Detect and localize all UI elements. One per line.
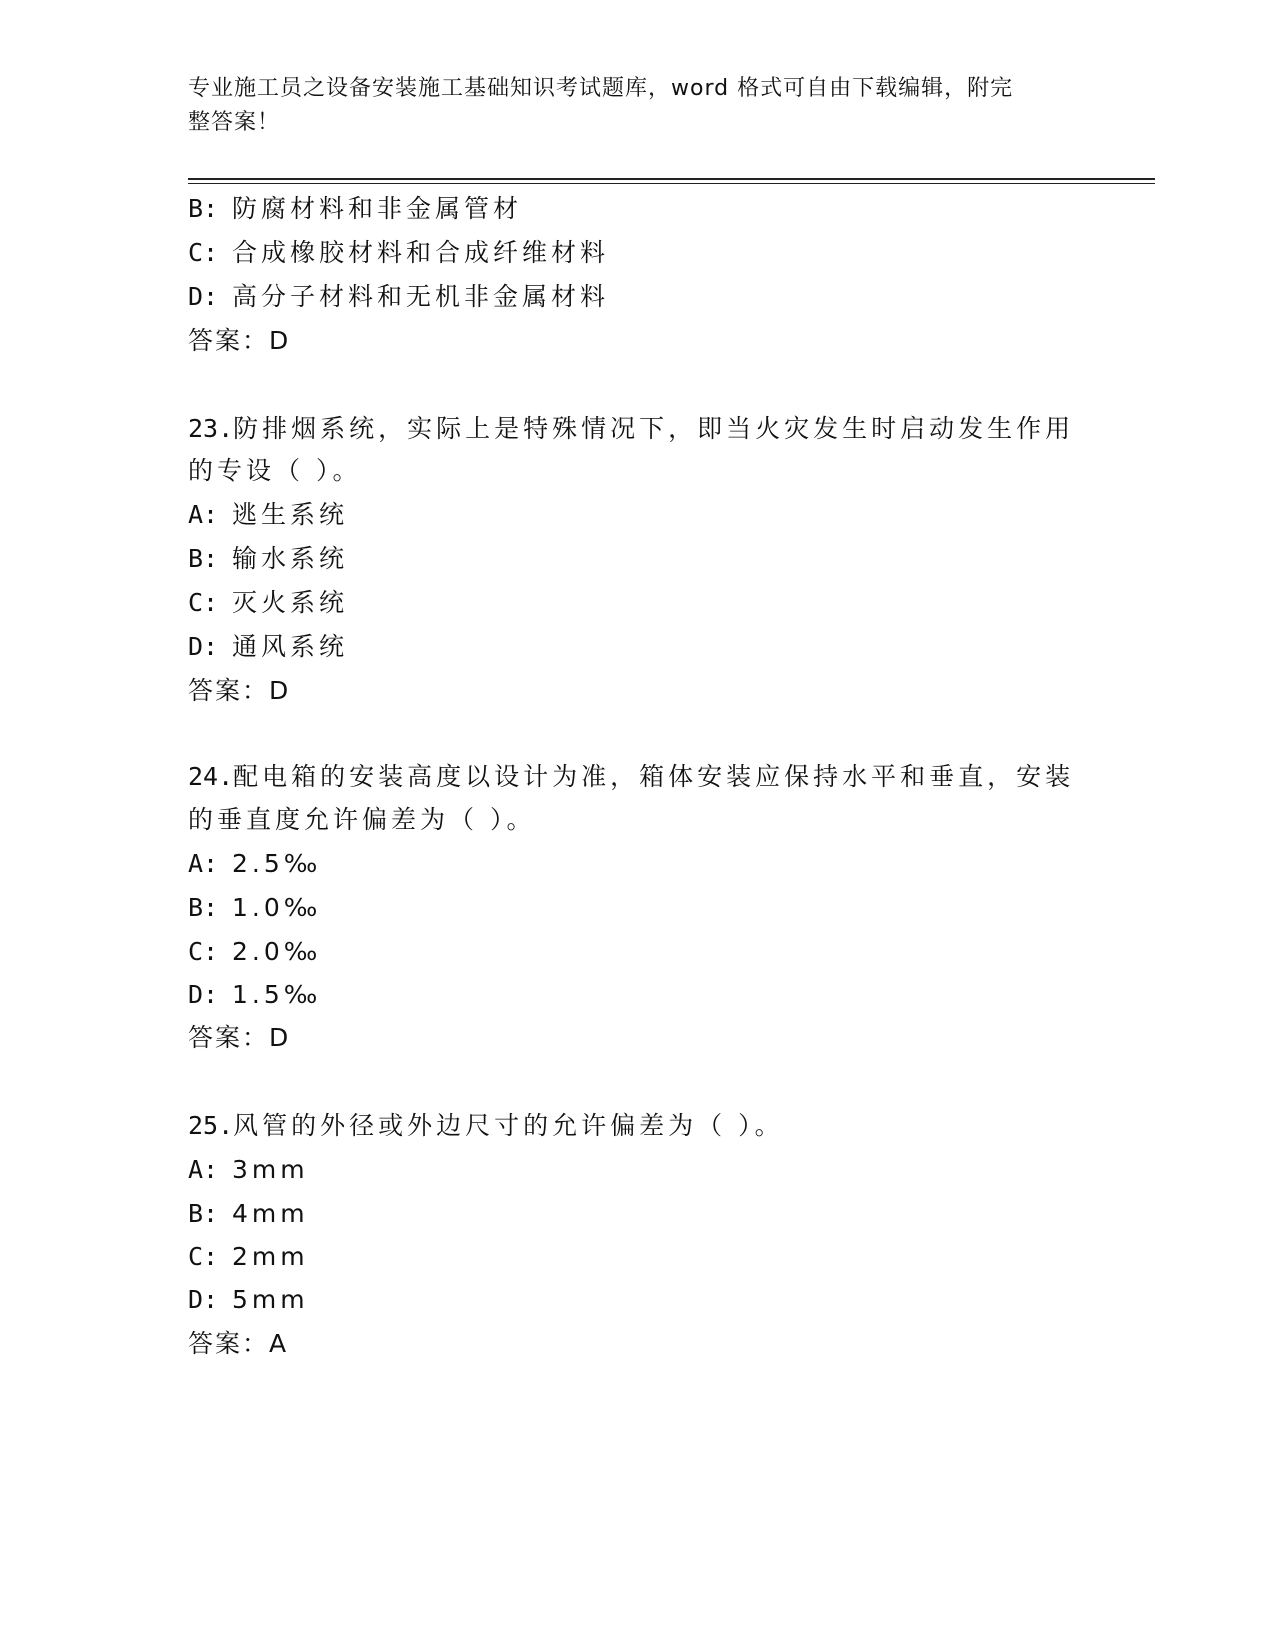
q23-stem-line-2: 的专设（ ）。 bbox=[188, 456, 362, 485]
option-label: D: bbox=[188, 282, 219, 311]
option-text: 防腐材料和非金属管材 bbox=[232, 194, 523, 223]
option-label: D: bbox=[188, 632, 219, 661]
q23-option-a bbox=[188, 499, 348, 531]
option-text: 2.5‰ bbox=[232, 849, 322, 878]
answer-label: 答案： bbox=[188, 1329, 270, 1358]
header-line-1: 专业施工员之设备安装施工基础知识考试题库，word 格式可自由下载编辑，附完 bbox=[188, 76, 1014, 101]
option-label: B: bbox=[188, 544, 219, 573]
option-label: B: bbox=[188, 893, 219, 922]
q23-answer bbox=[188, 675, 290, 707]
q24-option-c bbox=[188, 936, 321, 968]
q25-answer bbox=[188, 1328, 288, 1360]
q24-stem-line-1 bbox=[188, 761, 1074, 793]
q24-option-a bbox=[188, 848, 321, 880]
header-divider-thick bbox=[188, 178, 1155, 180]
option-text: 灭火系统 bbox=[232, 588, 349, 617]
option-label: C: bbox=[188, 238, 219, 267]
question-number: 24. bbox=[188, 762, 234, 791]
document-header bbox=[188, 72, 1068, 140]
question-stem: 防排烟系统，实际上是特殊情况下，即当火灾发生时启动发生作用 bbox=[233, 414, 1075, 443]
option-label: A: bbox=[188, 849, 219, 878]
q25-option-c bbox=[188, 1241, 309, 1273]
answer-value: D bbox=[269, 1023, 291, 1052]
answer-value: D bbox=[269, 326, 291, 355]
option-text: 2mm bbox=[232, 1242, 309, 1271]
question-number: 25. bbox=[188, 1111, 234, 1140]
option-text: 1.0‰ bbox=[232, 893, 322, 922]
option-label: C: bbox=[188, 588, 219, 617]
header-divider-thin bbox=[188, 183, 1155, 184]
question-stem: 配电箱的安装高度以设计为准，箱体安装应保持水平和垂直，安装 bbox=[233, 762, 1075, 791]
answer-label: 答案： bbox=[188, 1023, 270, 1052]
option-label: D: bbox=[188, 980, 219, 1009]
q23-stem-line-1 bbox=[188, 413, 1074, 445]
option-label: A: bbox=[188, 1155, 219, 1184]
q22-option-b bbox=[188, 193, 522, 225]
q22-option-d bbox=[188, 281, 609, 313]
q23-option-c bbox=[188, 587, 348, 619]
option-text: 5mm bbox=[232, 1285, 309, 1314]
option-label: B: bbox=[188, 194, 219, 223]
q25-stem-line-1 bbox=[188, 1110, 784, 1142]
question-number: 23. bbox=[188, 414, 234, 443]
option-label: C: bbox=[188, 937, 219, 966]
q23-option-d bbox=[188, 631, 348, 663]
option-text: 合成橡胶材料和合成纤维材料 bbox=[232, 238, 610, 267]
q24-option-d bbox=[188, 979, 321, 1011]
q22-option-c bbox=[188, 237, 609, 269]
q24-option-b bbox=[188, 892, 321, 924]
option-label: B: bbox=[188, 1199, 219, 1228]
option-text: 逃生系统 bbox=[232, 500, 349, 529]
option-text: 高分子材料和无机非金属材料 bbox=[232, 282, 610, 311]
option-label: C: bbox=[188, 1242, 219, 1271]
option-label: A: bbox=[188, 500, 219, 529]
answer-value: A bbox=[269, 1329, 289, 1358]
option-text: 4mm bbox=[232, 1199, 309, 1228]
answer-label: 答案： bbox=[188, 326, 270, 355]
q24-stem-line-2: 的垂直度允许偏差为（ ）。 bbox=[188, 805, 536, 834]
q23-option-b bbox=[188, 543, 348, 575]
q22-answer bbox=[188, 325, 290, 357]
header-line-2: 整答案！ bbox=[188, 110, 281, 135]
option-text: 1.5‰ bbox=[232, 980, 322, 1009]
option-label: D: bbox=[188, 1285, 219, 1314]
q24-answer bbox=[188, 1022, 290, 1054]
q25-option-a bbox=[188, 1154, 309, 1186]
q25-option-d bbox=[188, 1284, 309, 1316]
question-stem: 风管的外径或外边尺寸的允许偏差为（ ）。 bbox=[233, 1111, 784, 1140]
option-text: 输水系统 bbox=[232, 544, 349, 573]
option-text: 2.0‰ bbox=[232, 937, 322, 966]
answer-label: 答案： bbox=[188, 676, 270, 705]
option-text: 3mm bbox=[232, 1155, 309, 1184]
option-text: 通风系统 bbox=[232, 632, 349, 661]
q25-option-b bbox=[188, 1198, 309, 1230]
answer-value: D bbox=[269, 676, 291, 705]
